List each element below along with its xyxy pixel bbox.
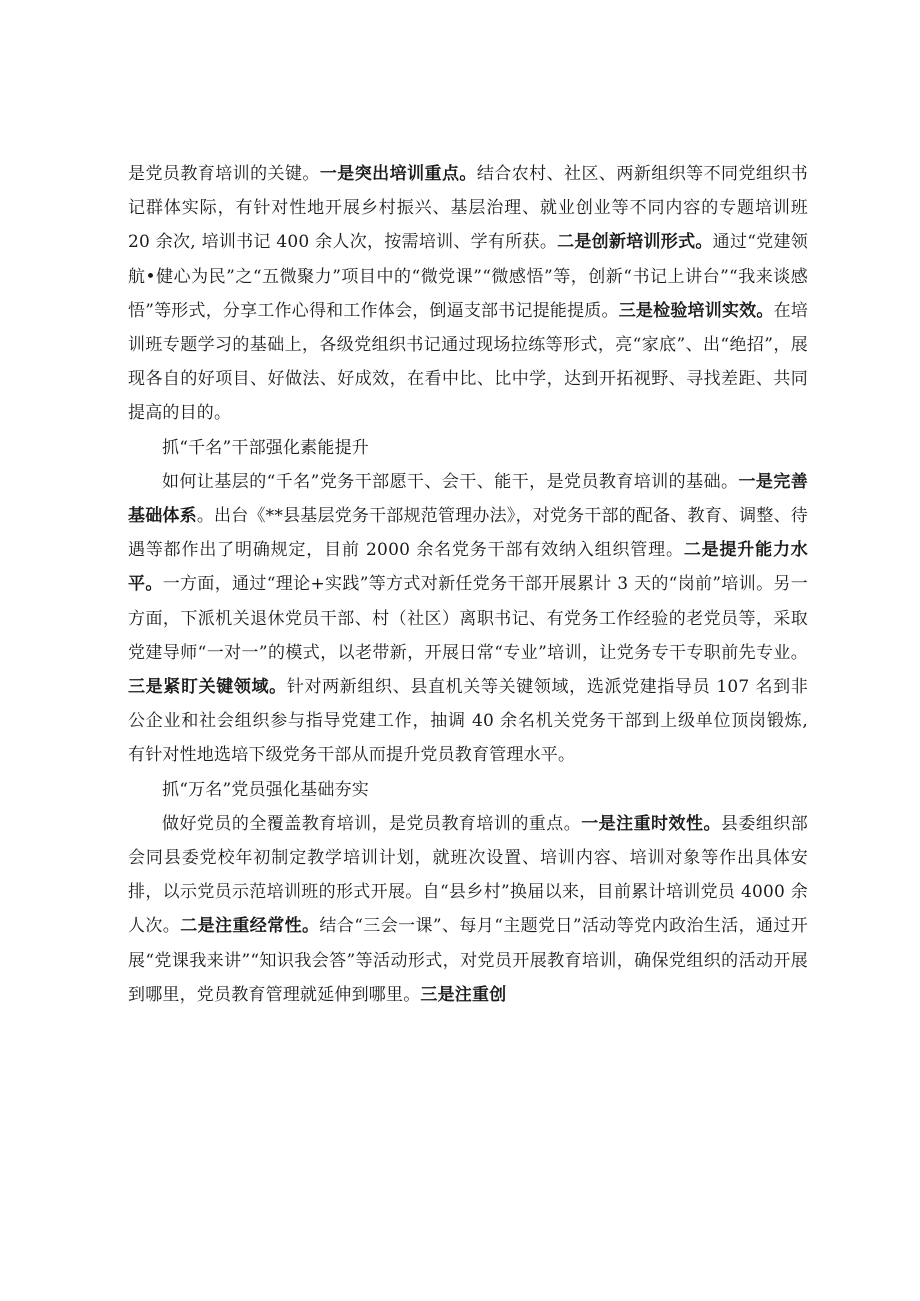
key-point-1: 一是注重时效性。 (581, 813, 721, 834)
paragraph-text: 做好党员的全覆盖教育培训，是党员教育培训的重点。 (162, 813, 582, 834)
paragraph-text: 一方面，通过“理论+实践”等方式对新任党务干部开展累计 3 天的“岗前”培训。另一方面，下派机关退休党员干部、村（社区）离职书记、有党务工作经验的老党员等，采取党建导师“一对一”的模式，以老带新，开展日常“专业”培训，让党务专干专职前先专业。 (128, 574, 808, 663)
paragraph-text: 如何让基层的“千名”党务干部愿干、会干、能干，是党员教育培训的基础。 (162, 471, 739, 492)
paragraph-text: 在培训班专题学习的基础上，各级党组织书记通过现场拉练等形式，亮“家底”、出“绝招”，展现各自的好项目、好做法、好成效，在看中比、比中学，达到开拓视野、寻找差距、共同提高的目的。 (128, 300, 808, 424)
paragraph-party-secretary-training (128, 157, 808, 431)
paragraph-text: 结合农村、社区、两新组织等不同党组织书记群体实际，有针对性地开展乡村振兴、基层治理、就业创业等不同内容的专题培训班 20 余次, 培训书记 400 余人次，按需培训、学有所获。 (128, 164, 808, 253)
section-heading-members: 抓“万名”党员强化基础夯实 (162, 779, 369, 800)
paragraph-cadre-training (128, 465, 808, 773)
key-point-3: 三是紧盯关键领域。 (128, 677, 287, 698)
key-point-3: 三是检验培训实效。 (618, 300, 774, 321)
paragraph-member-training (128, 807, 808, 1012)
key-point-3: 三是注重创 (420, 984, 507, 1005)
paragraph-text: 。出台《**县基层党务干部规范管理办法》，对党务干部的配备、教育、调整、待遇等都作出了明确规定，目前 2000 余名党务干部有效纳入组织管理。 (128, 506, 808, 561)
paragraph-text: 通过“党建领航•健心为民”之“五微聚力”项目中的“微党课”“微感悟”等，创新“书记上讲台”“我来谈感悟”等形式，分享工作心得和工作体会，倒逼支部书记提能提质。 (128, 232, 808, 321)
document-body (128, 157, 808, 1012)
key-point-1: 一是突出培训重点。 (319, 164, 477, 184)
key-point-2: 二是提升能力水平。 (128, 540, 808, 595)
key-point-1: 一是完善基础体系 (128, 471, 808, 527)
paragraph-text: 针对两新组织、县直机关等关键领域，选派党建指导员 107 名到非公企业和社会组织参与指导党建工作，抽调 40 余名机关党务干部到上级单位顶岗锻炼, 有针对性地选培下级党务干部从而提升党员教育管理水平。 (128, 677, 808, 766)
paragraph-text: 是党员教育培训的关键。 (128, 164, 320, 184)
section-heading-cadres: 抓“千名”干部强化素能提升 (162, 437, 369, 458)
paragraph-text: 结合“三会一课”、每月“主题党日”活动等党内政治生活，通过开展“党课我来讲”“知识我会答”等活动形式，对党员开展教育培训，确保党组织的活动开展到哪里，党员教育管理就延伸到哪里。 (128, 916, 808, 1005)
key-point-2: 二是创新培训形式。 (557, 232, 713, 253)
paragraph-text: 县委组织部会同县委党校年初制定教学培训计划，就班次设置、培训内容、培训对象等作出具体安排，以示党员示范培训班的形式开展。自“县乡村”换届以来，目前累计培训党员 4000 余人次。 (128, 813, 808, 937)
key-point-2: 二是注重经常性。 (180, 916, 320, 937)
